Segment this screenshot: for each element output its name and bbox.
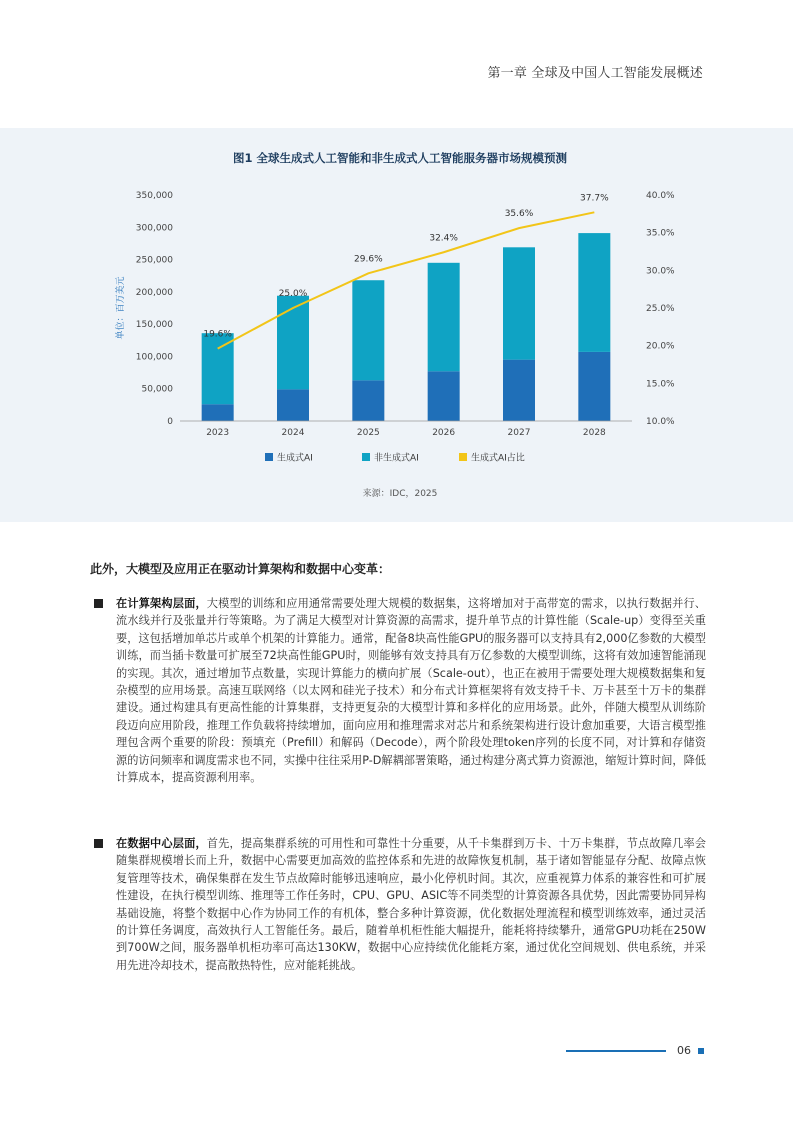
chart-legend [265, 452, 525, 464]
market-size-chart [0, 128, 793, 522]
bar-generative-ai [578, 352, 610, 421]
bar-non-generative-ai [428, 263, 460, 371]
x-tick-label: 2028 [582, 428, 606, 438]
legend-label: 生成式AI占比 [471, 453, 525, 464]
y2-tick-label: 10.0% [646, 417, 675, 427]
y2-tick-label: 30.0% [646, 266, 675, 277]
x-tick-label: 2026 [432, 428, 456, 438]
bullet-text: 大模型的训练和应用通常需要处理大规模的数据集，这将增加对于高带宽的需求，以执行数据并行、流水线并行及张量并行等策略。为了满足大模型对计算资源的高需求，提升单节点的计算性能（Scale-up）变得至关重要，这包括增加单芯片或单个机架的计算能力。通常，配备8块高性能GPU的服务器可以支持具有2,000亿参数的大模型训练，而当插卡数量可扩展至72块高性能GPU时，则能够有效支持具有万亿参数的大模型训练，这将有效加速智能涌现的实现。其次，通过增加节点数量，实现计算能力的横向扩展（Scale-out），也正在被用于需要处理大规模数据集和复杂模型的应用场景。高速互联网络（以太网和硅光子技术）和分布式计算框架将有效支持千卡、万卡甚至十万卡的集群建设。通过构建具有更高性能的计算集群，支持更复杂的大模型计算和多样化的应用场景。此外，伴随大模型从训练阶段迈向应用阶段，推理工作负载将持续增加，面向应用和推理需求对芯片和系统架构进行设计愈加重要，大语言模型推理包含两个重要的阶段：预填充（Prefill）和解码（Decode），两个阶段处理token序列的长度不同，对计算和存储资源的访问频率和调度需求也不同，实操中往往采用P-D解耦部署策略，通过构建分离式算力资源池，缩短计算时间，降低计算成本，提高资源利用率。 [116, 597, 706, 785]
x-axis [180, 421, 632, 438]
share-data-label: 35.6% [504, 209, 534, 220]
legend-swatch [459, 453, 467, 461]
chapter-title: 第一章 全球及中国人工智能发展概述 [487, 66, 703, 81]
right-axis [646, 191, 675, 427]
legend-swatch [265, 453, 273, 461]
bar-generative-ai [202, 404, 234, 421]
share-data-label: 29.6% [354, 254, 383, 265]
page-number: 06 [677, 1044, 691, 1057]
footer-rule [566, 1050, 666, 1052]
share-line-series [203, 193, 609, 348]
page-marker-square-icon [698, 1048, 704, 1054]
share-data-label: 32.4% [429, 233, 458, 244]
x-tick-label: 2027 [507, 428, 531, 438]
bar-non-generative-ai [503, 247, 535, 359]
bullet-lead: 在计算架构层面， [116, 597, 207, 610]
bullet-data-center [94, 835, 706, 974]
legend-swatch [362, 453, 370, 461]
bar-non-generative-ai [277, 296, 309, 390]
bullet-computing-architecture [94, 595, 706, 786]
share-line [218, 212, 595, 348]
y-axis-label: 单位：百万美元 [116, 276, 126, 340]
y-tick-label: 300,000 [135, 223, 173, 234]
bar-non-generative-ai [202, 333, 234, 404]
y-tick-label: 0 [167, 417, 173, 427]
bar-generative-ai [352, 380, 384, 421]
legend-label: 生成式AI [277, 453, 313, 464]
y-tick-label: 200,000 [135, 287, 173, 298]
bullet-lead: 在数据中心层面， [116, 837, 207, 850]
share-data-label: 19.6% [203, 329, 232, 340]
y2-tick-label: 40.0% [646, 191, 675, 201]
left-axis [114, 191, 173, 427]
y-tick-label: 350,000 [135, 191, 173, 201]
bar-generative-ai [503, 360, 535, 421]
y-tick-label: 150,000 [135, 320, 173, 331]
y2-tick-label: 25.0% [646, 304, 675, 314]
bar-generative-ai [277, 389, 309, 421]
figure-panel [0, 128, 793, 522]
figure-source: 来源：IDC，2025 [362, 489, 438, 499]
y2-tick-label: 35.0% [646, 228, 675, 239]
bullet-text: 首先，提高集群系统的可用性和可靠性十分重要，从千卡集群到万卡、十万卡集群，节点故障几率会随集群规模增长而上升，数据中心需要更加高效的监控体系和先进的故障恢复机制，基于诸如智能显存分配、故障点恢复管理等技术，确保集群在发生节点故障时能够迅速响应，最小化停机时间。其次，应重视算力体系的兼容性和可扩展性建设，在执行模型训练、推理等工作任务时，CPU、GPU、ASIC等不同类型的计算资源各具优势，因此需要协同异构基础设施，将整个数据中心作为协同工作的有机体，整合多种计算资源，优化数据处理流程和模型训练效率，通过灵活的计算任务调度，高效执行人工智能任务。最后，随着单机柜性能大幅提升，能耗将持续攀升，通常GPU功耗在250W到700W之间，服务器单机柜功率可高达130KW，数据中心应持续优化能耗方案，通过优化空间规划、供电系统，并采用先进冷却技术，提高散热特性，应对能耗挑战。 [116, 837, 706, 972]
bullet-square-icon [94, 839, 103, 848]
share-data-label: 25.0% [278, 289, 308, 299]
y2-tick-label: 20.0% [646, 341, 675, 352]
y-tick-label: 250,000 [135, 255, 173, 266]
share-data-label: 37.7% [580, 193, 609, 204]
y2-tick-label: 15.0% [646, 379, 675, 390]
bullet-square-icon [94, 599, 103, 608]
figure-caption: 图1 全球生成式人工智能和非生成式人工智能服务器市场规模预测 [232, 151, 568, 165]
section-intro: 此外，大模型及应用正在驱动计算架构和数据中心变革： [90, 562, 391, 576]
x-tick-label: 2024 [281, 428, 305, 438]
x-tick-label: 2023 [206, 428, 230, 438]
bar-non-generative-ai [352, 280, 384, 380]
legend-label: 非生成式AI [374, 453, 419, 464]
y-tick-label: 100,000 [135, 352, 173, 363]
bar-generative-ai [428, 371, 460, 421]
y-tick-label: 50,000 [141, 384, 173, 395]
bar-series [202, 233, 611, 421]
x-tick-label: 2025 [356, 428, 380, 438]
bar-non-generative-ai [578, 233, 610, 352]
